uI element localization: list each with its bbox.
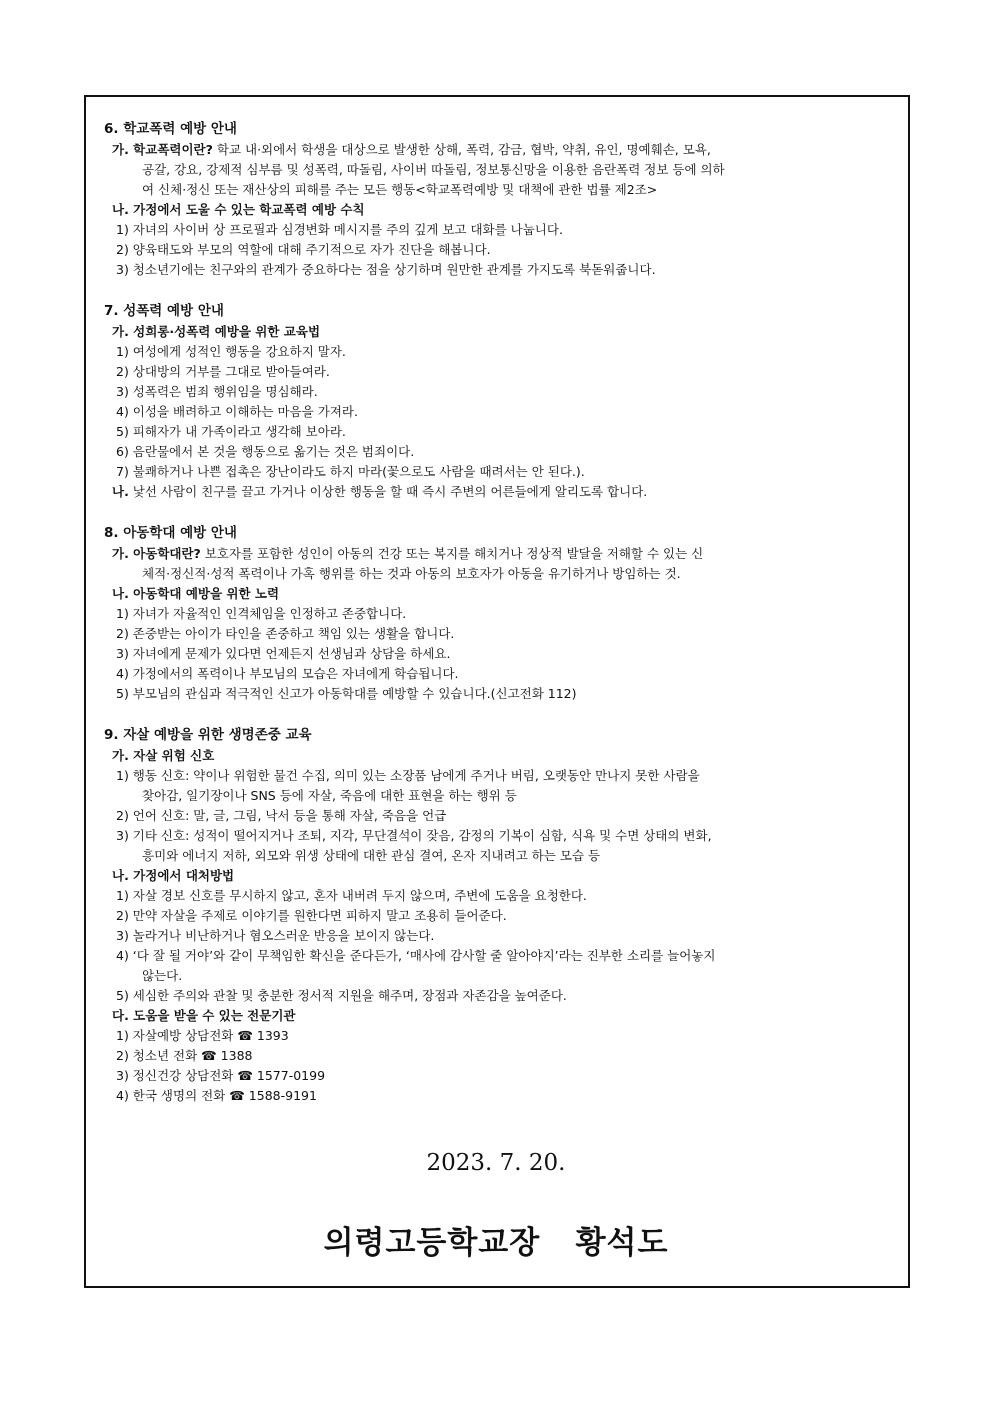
s6-b-label: 나. 가정에서 도울 수 있는 학교폭력 예방 수칙 <box>112 202 365 217</box>
s7-b-text: 낯선 사람이 친구를 끌고 가거나 이상한 행동을 할 때 즉시 주변의 어른들에게 알리도록 합니다. <box>128 484 648 499</box>
s9-b-item-1: 1) 자살 경보 신호를 무시하지 않고, 혼자 내버려 두지 않으며, 주변에 도움을 요청한다. <box>116 888 587 903</box>
s8-b <box>104 584 896 604</box>
s9-b <box>104 866 896 886</box>
signature-school: 의령고등학교장 <box>323 1225 541 1261</box>
s9-a-label: 가. 자살 위험 신호 <box>112 748 215 763</box>
s9-c-item-4: 4) 한국 생명의 전화 ☎ 1588-9191 <box>116 1088 317 1103</box>
signature <box>0 1217 992 1262</box>
s7-a-item-1: 1) 여성에게 성적인 행동을 강요하지 말자. <box>116 344 346 359</box>
section-7-title: 7. 성폭력 예방 안내 <box>104 303 224 319</box>
s9-a-item-3: 3) 기타 신호: 성적이 떨어지거나 조퇴, 지각, 무단결석이 잦음, 감정의 기복이 심함, 식욕 및 수면 상태의 변화, <box>116 828 712 843</box>
s7-b-label: 나. <box>112 484 129 499</box>
s6-b-item-1: 1) 자녀의 사이버 상 프로필과 심경변화 메시지를 주의 깊게 보고 대화를 나눕니다. <box>116 222 563 237</box>
s8-b-item-3: 3) 자녀에게 문제가 있다면 언제든지 선생님과 상담을 하세요. <box>116 646 451 661</box>
s6-b <box>104 200 896 220</box>
s8-b-item-2: 2) 존중받는 아이가 타인을 존중하고 책임 있는 생활을 합니다. <box>116 626 455 641</box>
s9-c-item-1: 1) 자살예방 상담전화 ☎ 1393 <box>116 1028 289 1043</box>
s8-a-line1: 보호자를 포함한 성인이 아동의 건강 또는 복지를 해치거나 정상적 발달을 저해할 수 있는 신 <box>200 546 704 561</box>
s9-b-item-4: 4) ‘다 잘 될 거야’와 같이 무책임한 확신을 준다든가, ‘매사에 감사할 줄 알아야지’라는 진부한 소리를 늘어놓지 <box>116 948 716 963</box>
s7-a-item-7: 7) 불쾌하거나 나쁜 접촉은 장난이라도 하지 마라(꽃으로도 사람을 때려서는 안 된다.). <box>116 464 585 479</box>
s7-a-item-3: 3) 성폭력은 범죄 행위임을 명심해라. <box>116 384 318 399</box>
s8-b-item-5: 5) 부모님의 관심과 적극적인 신고가 아동학대를 예방할 수 있습니다.(신고전화 112) <box>116 686 577 701</box>
s6-a-line1: 학교 내·외에서 학생을 대상으로 발생한 상해, 폭력, 감금, 협박, 약취, 유인, 명예훼손, 모욕, <box>212 142 711 157</box>
s9-a-item-3-cont: 흥미와 에너지 저하, 외모와 위생 상태에 대한 관심 결여, 온자 지내려고 하는 모습 등 <box>142 848 601 863</box>
s9-b-item-2: 2) 만약 자살을 주제로 이야기를 원한다면 피하지 말고 조용히 들어준다. <box>116 908 507 923</box>
section-8-title: 8. 아동학대 예방 안내 <box>104 525 237 541</box>
s9-b-item-4-cont: 않는다. <box>142 968 183 983</box>
s9-a-item-1: 1) 행동 신호: 약이나 위험한 물건 수집, 의미 있는 소장품 남에게 주거나 버림, 오랫동안 만나지 못한 사람을 <box>116 768 700 783</box>
s9-c <box>104 1006 896 1026</box>
s6-b-item-3: 3) 청소년기에는 친구와의 관계가 중요하다는 점을 상기하며 원만한 관계를 가지도록 북돋워줍니다. <box>116 262 656 277</box>
s7-a-item-6: 6) 음란물에서 본 것을 행동으로 옮기는 것은 범죄이다. <box>116 444 415 459</box>
s9-a-item-2: 2) 언어 신호: 말, 글, 그림, 낙서 등을 통해 자살, 죽음을 언급 <box>116 808 447 823</box>
s8-a <box>104 544 896 564</box>
s6-a-line2: 공갈, 강요, 강제적 심부름 및 성폭력, 따돌림, 사이버 따돌림, 정보통신망을 이용한 음란폭력 정보 등에 의하 <box>142 162 725 177</box>
s9-c-item-3: 3) 정신건강 상담전화 ☎ 1577-0199 <box>116 1068 326 1083</box>
section-9-title: 9. 자살 예방을 위한 생명존중 교육 <box>104 727 312 743</box>
s9-b-item-3: 3) 놀라거나 비난하거나 혐오스러운 반응을 보이지 않는다. <box>116 928 435 943</box>
s6-a-line3: 여 신체·정신 또는 재산상의 피해를 주는 모든 행동<학교폭력예방 및 대책에 관한 법률 제2조> <box>142 182 658 197</box>
signature-name: 황석도 <box>575 1225 669 1261</box>
s8-b-item-1: 1) 자녀가 자율적인 인격체임을 인정하고 존중합니다. <box>116 606 407 621</box>
document-body <box>104 118 896 1106</box>
s9-b-label: 나. 가정에서 대처방법 <box>112 868 235 883</box>
s6-a <box>104 140 896 160</box>
s6-b-item-2: 2) 양육태도와 부모의 역할에 대해 주기적으로 자가 진단을 해봅니다. <box>116 242 491 257</box>
document-date: 2023. 7. 20. <box>426 1150 566 1176</box>
s8-a-label: 가. 아동학대란? <box>112 546 201 561</box>
s8-b-label: 나. 아동학대 예방을 위한 노력 <box>112 586 280 601</box>
s9-c-item-2: 2) 청소년 전화 ☎ 1388 <box>116 1048 253 1063</box>
s7-a <box>104 322 896 342</box>
s8-a-line2: 체적·정신적·성적 폭력이나 가혹 행위를 하는 것과 아동의 보호자가 아동을 유기하거나 방임하는 것. <box>142 566 681 581</box>
s8-b-item-4: 4) 가정에서의 폭력이나 부모님의 모습은 자녀에게 학습됩니다. <box>116 666 459 681</box>
s7-a-item-4: 4) 이성을 배려하고 이해하는 마음을 가져라. <box>116 404 358 419</box>
section-6-title: 6. 학교폭력 예방 안내 <box>104 121 237 137</box>
s7-a-label: 가. 성희롱·성폭력 예방을 위한 교육법 <box>112 324 321 339</box>
s6-a-label: 가. 학교폭력이란? <box>112 142 213 157</box>
s9-a-item-1-cont: 찾아감, 일기장이나 SNS 등에 자살, 죽음에 대한 표현을 하는 행위 등 <box>142 788 517 803</box>
s9-b-item-5: 5) 세심한 주의와 관찰 및 충분한 정서적 지원을 해주며, 장점과 자존감을 높여준다. <box>116 988 567 1003</box>
s7-a-item-2: 2) 상대방의 거부를 그대로 받아들여라. <box>116 364 330 379</box>
s7-b <box>104 482 896 502</box>
s9-c-label: 다. 도움을 받을 수 있는 전문기관 <box>112 1008 296 1023</box>
s7-a-item-5: 5) 피해자가 내 가족이라고 생각해 보아라. <box>116 424 346 439</box>
s9-a <box>104 746 896 766</box>
